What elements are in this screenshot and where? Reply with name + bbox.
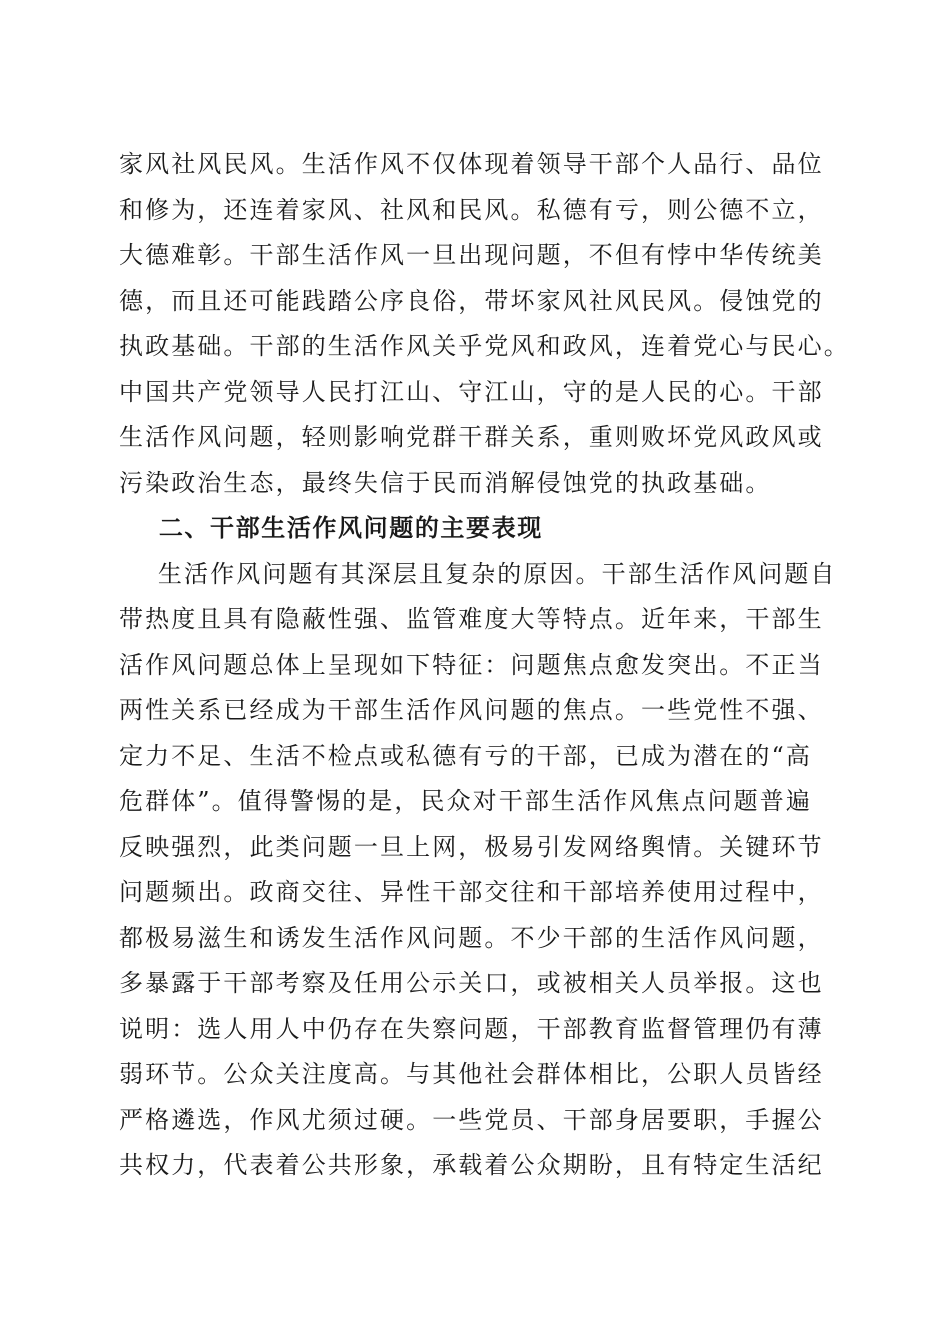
- text-line: 中国共产党领导人民打江山、守江山，守的是人民的心。干部: [119, 377, 824, 406]
- section-heading: 二、干部生活作风问题的主要表现: [119, 514, 543, 542]
- text-line: 带热度且具有隐蔽性强、监管难度大等特点。近年来，干部生: [119, 605, 824, 633]
- text-line: 活作风问题总体上呈现如下特征：问题焦点愈发突出。不正当: [119, 650, 824, 679]
- text-line: 共权力，代表着公共形象，承载着公众期盼，且有特定生活纪: [119, 1151, 824, 1179]
- text-line: 反映强烈，此类问题一旦上网，极易引发网络舆情。关键环节: [119, 832, 824, 861]
- text-line: 污染政治生态，最终失信于民而消解侵蚀党的执政基础。: [119, 468, 772, 497]
- text-line: 大德难彰。干部生活作风一旦出现问题，不但有悖中华传统美: [119, 241, 824, 269]
- text-line: 德，而且还可能践踏公序良俗，带坏家风社风民风。侵蚀党的: [119, 286, 824, 315]
- text-line: 执政基础。干部的生活作风关乎党风和政风，连着党心与民心。: [119, 332, 850, 360]
- text-line: 定力不足、生活不检点或私德有亏的干部，已成为潜在的“高: [119, 741, 812, 770]
- text-line: 多暴露于干部考察及任用公示关口，或被相关人员举报。这也: [119, 969, 824, 997]
- text-line: 两性关系已经成为干部生活作风问题的焦点。一些党性不强、: [119, 696, 824, 724]
- text-line: 问题频出。政商交往、异性干部交往和干部培养使用过程中，: [119, 878, 824, 906]
- text-line: 说明：选人用人中仍存在失察问题，干部教育监督管理仍有薄: [119, 1014, 824, 1043]
- document-body: [119, 142, 850, 1189]
- text-line: 家风社风民风。生活作风不仅体现着领导干部个人品行、品位: [119, 150, 824, 178]
- text-line: 严格遴选，作风尤须过硬。一些党员、干部身居要职，手握公: [119, 1105, 824, 1134]
- text-line: 生活作风问题，轻则影响党群干群关系，重则败坏党风政风或: [119, 423, 824, 451]
- text-line: 生活作风问题有其深层且复杂的原因。干部生活作风问题自: [119, 559, 837, 588]
- text-line: 和修为，还连着家风、社风和民风。私德有亏，则公德不立，: [119, 195, 824, 224]
- text-line: 弱环节。公众关注度高。与其他社会群体相比，公职人员皆经: [119, 1060, 824, 1088]
- text-line: 危群体”。值得警惕的是，民众对干部生活作风焦点问题普遍: [119, 787, 812, 815]
- text-line: 都极易滋生和诱发生活作风问题。不少干部的生活作风问题，: [119, 923, 824, 952]
